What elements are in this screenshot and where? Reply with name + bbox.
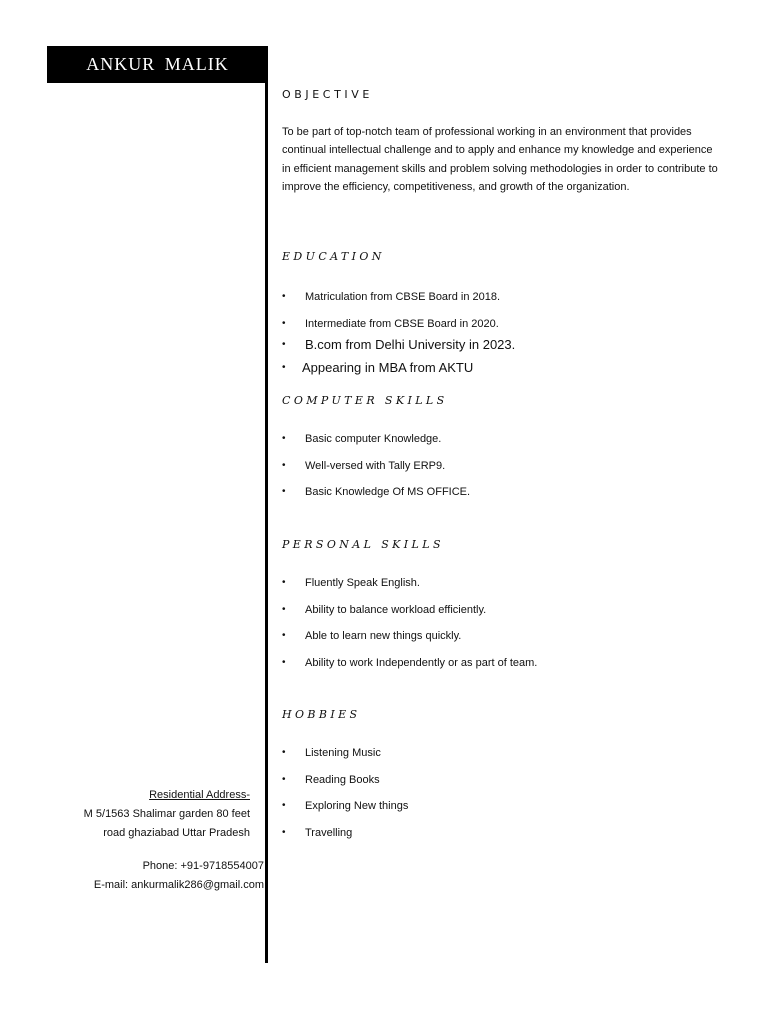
bullet-icon: •	[282, 361, 286, 373]
list-item: • Exploring New things	[282, 800, 409, 813]
bullet-icon: •	[282, 486, 286, 498]
address-label: Residential Address-	[149, 789, 250, 801]
objective-text: To be part of top-notch team of professional working in an environment that provides continual intellectual challenge and to apply and enhance my knowledge and experience in efficient management skills and problem solving methodologies in order to contribute to improve the efficiency, competitiveness, and growth of the organization.	[282, 126, 718, 194]
address-line-1: M 5/1563 Shalimar garden 80 feet	[83, 808, 250, 820]
computer-skills-list	[282, 432, 470, 512]
list-item: • Matriculation from CBSE Board in 2018.	[282, 291, 501, 303]
list-item: • Ability to work Independently or as part of team.	[282, 656, 538, 669]
computer-skills-heading: COMPUTER SKILLS	[282, 394, 448, 407]
education-list	[282, 290, 515, 384]
bullet-icon: •	[282, 773, 286, 785]
list-item: • Appearing in MBA from AKTU	[282, 359, 474, 375]
contact-info	[4, 857, 264, 895]
list-item: • Travelling	[282, 826, 353, 839]
objective-heading: OBJECTIVE	[282, 88, 373, 101]
bullet-icon: •	[282, 800, 286, 812]
bullet-icon: •	[282, 291, 286, 302]
list-item: • Basic computer Knowledge.	[282, 433, 442, 445]
candidate-name: ANKUR MALIK	[86, 54, 229, 74]
bullet-icon: •	[282, 433, 286, 444]
list-item: • Ability to balance workload efficiently.	[282, 603, 487, 616]
bullet-icon: •	[282, 338, 286, 350]
address-line-2: road ghaziabad Uttar Pradesh	[103, 827, 250, 839]
education-heading: EDUCATION	[282, 250, 385, 263]
bullet-icon: •	[282, 656, 286, 668]
personal-skills-heading: PERSONAL SKILLS	[282, 538, 444, 551]
email-address: E-mail: ankurmalik286@gmail.com	[93, 879, 264, 891]
hobbies-heading: HOBBIES	[282, 708, 361, 721]
bullet-icon: •	[282, 747, 286, 758]
bullet-icon: •	[282, 826, 286, 838]
bullet-icon: •	[282, 577, 286, 588]
name-banner	[47, 46, 268, 83]
bullet-icon: •	[282, 317, 286, 329]
list-item: • Well-versed with Tally ERP9.	[282, 459, 446, 472]
list-item: • Basic Knowledge Of MS OFFICE.	[282, 486, 471, 499]
list-item: • Listening Music	[282, 747, 381, 759]
list-item: • Able to learn new things quickly.	[282, 630, 462, 643]
list-item: • Intermediate from CBSE Board in 2020.	[282, 317, 499, 330]
vertical-divider	[265, 83, 268, 963]
bullet-icon: •	[282, 459, 286, 471]
residential-address	[10, 786, 250, 843]
bullet-icon: •	[282, 630, 286, 642]
personal-skills-list	[282, 576, 537, 682]
bullet-icon: •	[282, 603, 286, 615]
list-item: • B.com from Delhi University in 2023.	[282, 336, 516, 352]
phone-number: Phone: +91-9718554007	[142, 860, 264, 872]
list-item: • Fluently Speak English.	[282, 577, 420, 589]
list-item: • Reading Books	[282, 773, 380, 786]
hobbies-list	[282, 746, 408, 852]
